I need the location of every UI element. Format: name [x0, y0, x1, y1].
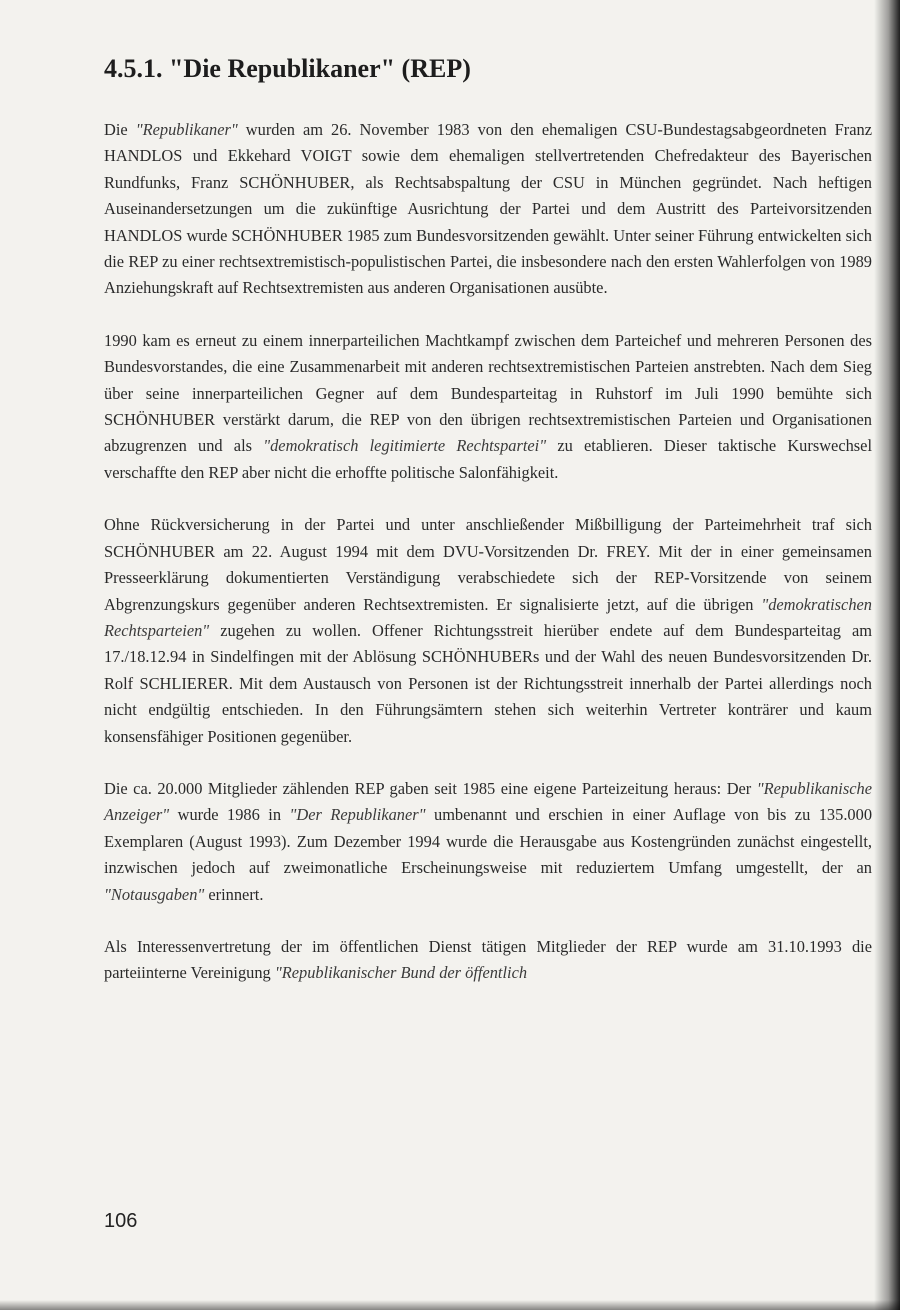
paragraph: [104, 512, 872, 750]
text-run: umbenannt und erschien in einer Auflage von bis zu 135.000 Exemplaren (August 1993). Zum Dezember 1994 wurde die Herausgabe aus Kostengründen zunächst eingestellt, inzwischen jedoch auf zweimonatliche Erscheinungsweise mit reduziertem Umfang umgestellt, der an: [104, 805, 873, 878]
text-run: Ohne Rückversicherung in der Partei und unter anschließender Mißbilligung der Parteimehrheit traf sich SCHÖNHUBER am 22. August 1994 mit dem DVU-Vorsitzenden Dr. FREY. Mit der in einer gemeinsamen Presseerklärung dokumentierten Verständigung verabschiedete sich der REP-Vorsitzende von seinem Abgrenzungskurs gegenüber anderen Rechtsextremisten. Er signalisierte jetzt, auf die übrigen: [104, 515, 872, 614]
quoted-term: "demokratisch legitimierte Rechtspartei": [263, 436, 547, 456]
page-bottom-shadow: [0, 1300, 900, 1310]
quoted-term: "demokratischen Rechtsparteien": [104, 594, 872, 640]
text-run: 1990 kam es erneut zu einem innerparteilichen Machtkampf zwischen dem Parteichef und mehreren Personen des Bundesvorstandes, die eine Zusammenarbeit mit anderen rechtsextremistischen Parteien anstrebten. Nach dem Sieg über seine innerparteilichen Gegner auf dem Bundesparteitag in Ruhstorf im Juli 1990 bemühte sich SCHÖNHUBER verstärkt darum, die REP von den übrigen rechtsextremistischen Parteien und Organisationen abzugrenzen und als: [104, 330, 872, 456]
text-run: Die ca. 20.000 Mitglieder zählenden REP gaben seit 1985 eine eigene Parteizeitung heraus: Der: [104, 778, 757, 798]
paragraph: [104, 934, 872, 987]
quoted-term: "Republikaner": [135, 120, 238, 139]
paragraph: [104, 328, 872, 486]
page-binding-shadow: [874, 0, 900, 1310]
paragraph: [104, 117, 872, 302]
text-run: wurde 1986 in: [169, 805, 290, 825]
page-number: 106: [104, 1210, 138, 1232]
text-run: Als Interessenvertretung der im öffentlichen Dienst tätigen Mitglieder der REP wurde am 31.10.1993 die parteiinterne Vereinigung: [104, 936, 872, 983]
text-run: zugehen zu wollen. Offener Richtungsstreit hierüber endete auf dem Bundesparteitag am 17./18.12.94 in Sindelfingen mit der Ablösung SCHÖNHUBERs und der Wahl des neuen Bundesvorsitzenden Dr. Rolf SCHLIERER. Mit dem Austausch von Personen ist der Richtungsstreit innerhalb der Partei allerdings noch nicht endgültig entschieden. In den Führungsämtern stehen sich weiterhin Vertreter konträrer und kaum konsensfähiger Positionen gegenüber.: [104, 620, 872, 746]
quoted-term: "Republikanische Anzeiger": [104, 778, 872, 825]
body-text: [104, 117, 872, 1013]
section-heading: 4.5.1. "Die Republikaner" (REP): [104, 54, 471, 83]
text-run: zu etablieren. Dieser taktische Kurswechsel verschaffte den REP aber nicht die erhoffte politische Salonfähigkeit.: [104, 436, 872, 482]
quoted-term: "Republikanischer Bund der öffentlich: [274, 963, 528, 983]
text-run: wurden am 26. November 1983 von den ehemaligen CSU-Bundestagsabgeordneten Franz HANDLOS und Ekkehard VOIGT sowie dem ehemaligen stellvertretenden Chefredakteur des Bayerischen Rundfunks, Franz SCHÖNHUBER, als Rechtsabspaltung der CSU in München gegründet. Nach heftigen Auseinandersetzungen um die zukünftige Ausrichtung der Partei und dem Austritt des Parteivorsitzenden HANDLOS wurde SCHÖNHUBER 1985 zum Bundesvorsitzenden gewählt. Unter seiner Führung entwickelten sich die REP zu einer rechtsextremistisch-populistischen Partei, die insbesondere nach den ersten Wahlerfolgen von 1989 Anziehungskraft auf Rechtsextremisten aus anderen Organisationen ausübte.: [104, 120, 873, 298]
text-run: erinnert.: [204, 884, 264, 904]
quoted-term: "Der Republikaner": [289, 805, 426, 825]
text-run: Die: [104, 120, 136, 139]
paragraph: [104, 776, 872, 908]
quoted-term: "Notausgaben": [104, 884, 205, 904]
